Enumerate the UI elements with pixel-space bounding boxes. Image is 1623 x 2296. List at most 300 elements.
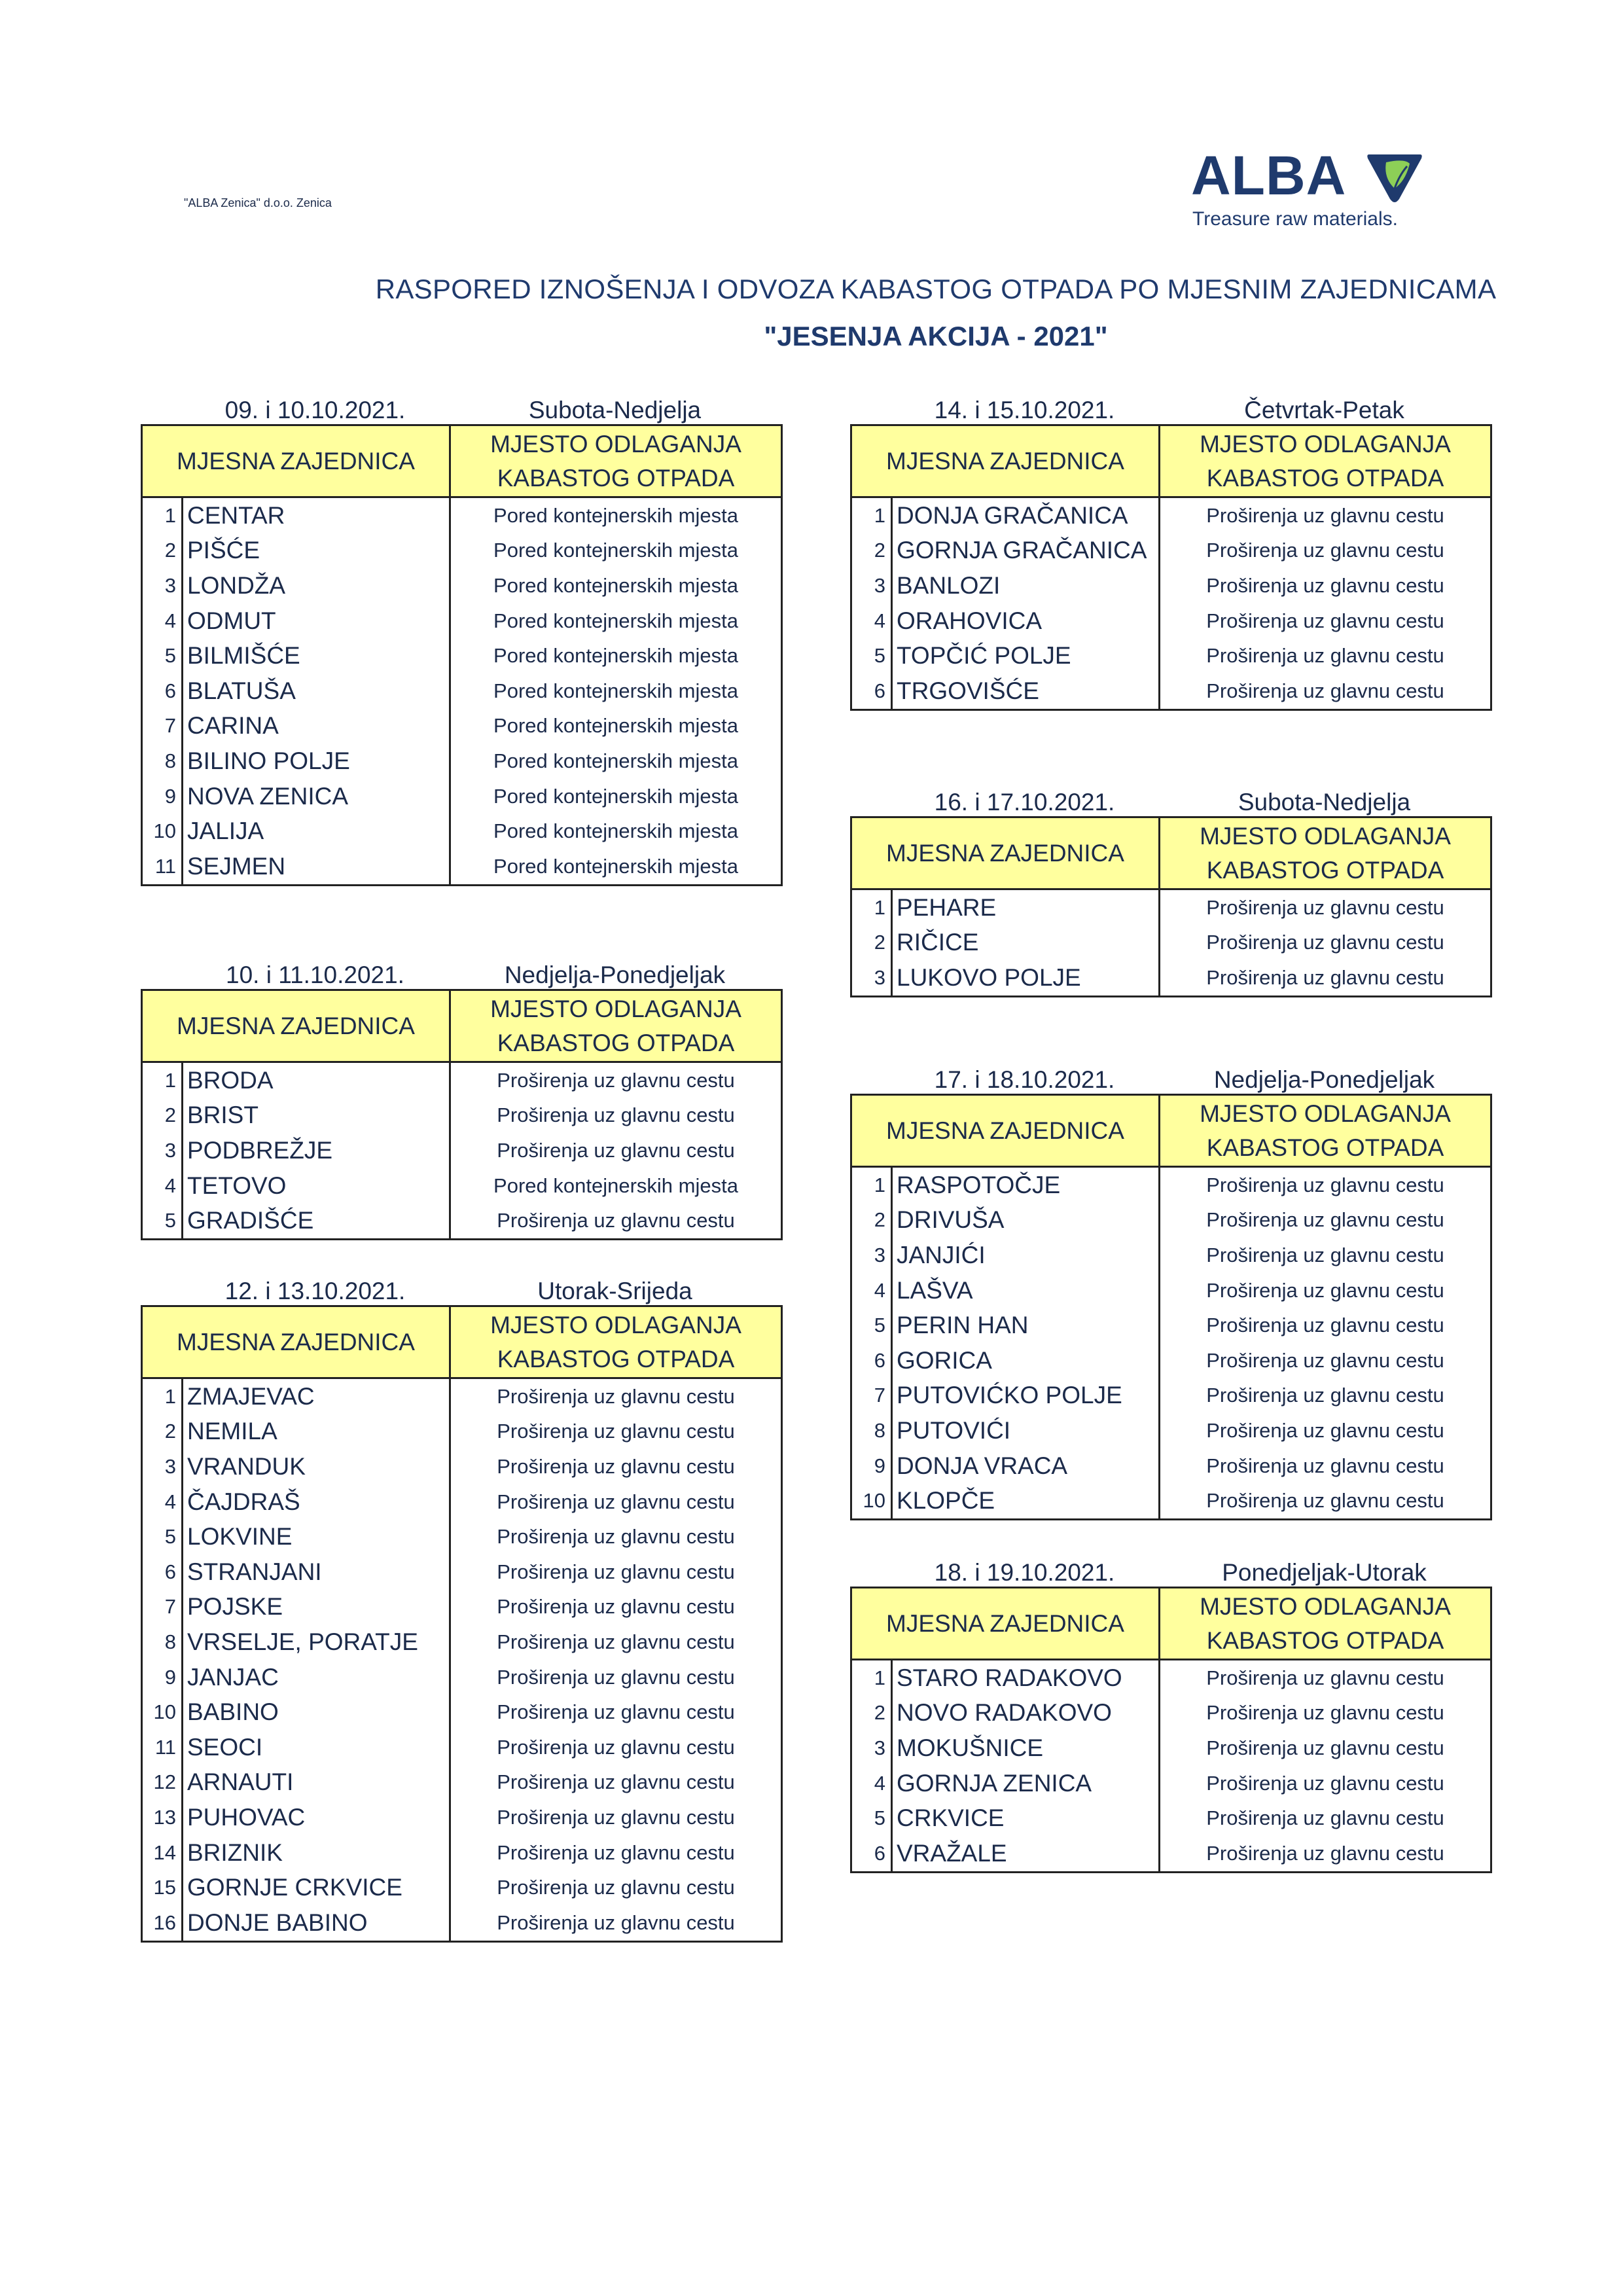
table-body bbox=[142, 497, 782, 886]
community-name: VRAŽALE bbox=[892, 1836, 1160, 1872]
disposal-location: Proširenja uz glavnu cestu bbox=[1160, 889, 1491, 925]
table-body bbox=[851, 1660, 1491, 1873]
disposal-location: Proširenja uz glavnu cestu bbox=[450, 1519, 782, 1554]
row-number: 6 bbox=[142, 673, 183, 709]
community-name: TOPČIĆ POLJE bbox=[897, 642, 1071, 670]
header-location-line1: MJESTO ODLAGANJA bbox=[1200, 430, 1451, 457]
row-number: 3 bbox=[851, 1238, 892, 1273]
row-number: 4 bbox=[142, 1484, 183, 1520]
block-days: Četvrtak-Petak bbox=[1244, 397, 1404, 423]
disposal-location: Proširenja uz glavnu cestu bbox=[450, 1062, 782, 1098]
disposal-location: Proširenja uz glavnu cestu bbox=[1160, 673, 1491, 709]
disposal-location: Proširenja uz glavnu cestu bbox=[450, 1905, 782, 1941]
block-date: 16. i 17.10.2021. bbox=[934, 789, 1115, 816]
community-name: PUTOVIĆKO POLJE bbox=[897, 1382, 1122, 1409]
community-name: TRGOVIŠĆE bbox=[892, 673, 1160, 709]
disposal-location: Proširenja uz glavnu cestu bbox=[1160, 1343, 1491, 1378]
disposal-location: Pored kontejnerskih mjesta bbox=[450, 638, 782, 673]
table-row bbox=[851, 1483, 1491, 1519]
row-number: 3 bbox=[142, 1133, 183, 1168]
header-location bbox=[1160, 1095, 1491, 1167]
community-name: CRKVICE bbox=[897, 1804, 1005, 1832]
row-number: 7 bbox=[142, 1590, 183, 1625]
block-date: 12. i 13.10.2021. bbox=[224, 1278, 406, 1304]
row-number: 5 bbox=[851, 1308, 892, 1343]
header-location bbox=[450, 990, 782, 1062]
row-number: 11 bbox=[142, 1730, 183, 1765]
community-name: PERIN HAN bbox=[897, 1312, 1029, 1339]
community-name: GORNJE CRKVICE bbox=[187, 1874, 402, 1901]
disposal-location: Proširenja uz glavnu cestu bbox=[1160, 603, 1491, 639]
row-number: 6 bbox=[142, 1554, 183, 1590]
header-location-line2: KABASTOG OTPADA bbox=[497, 1029, 735, 1056]
block-header bbox=[141, 1274, 781, 1305]
header-community: MJESNA ZAJEDNICA bbox=[851, 425, 1160, 497]
disposal-location: Proširenja uz glavnu cestu bbox=[450, 1870, 782, 1905]
row-number: 5 bbox=[142, 638, 183, 673]
page-title: RASPORED IZNOŠENJA I ODVOZA KABASTOG OTPADA PO MJESNIM ZAJEDNICAMA bbox=[375, 274, 1497, 304]
table-row bbox=[142, 1800, 782, 1835]
table-header-row bbox=[851, 1588, 1491, 1660]
table-row bbox=[142, 1554, 782, 1590]
row-number: 13 bbox=[142, 1800, 183, 1835]
header-location-line2: KABASTOG OTPADA bbox=[1206, 1134, 1444, 1161]
disposal-location: Proširenja uz glavnu cestu bbox=[1160, 1696, 1491, 1731]
table-row bbox=[851, 568, 1491, 603]
header-community: MJESNA ZAJEDNICA bbox=[851, 817, 1160, 889]
community-name: BRODA bbox=[187, 1066, 274, 1094]
table-row bbox=[142, 673, 782, 709]
row-number: 2 bbox=[142, 533, 183, 569]
row-number: 14 bbox=[142, 1835, 183, 1871]
table-row bbox=[851, 1343, 1491, 1378]
table-header-row bbox=[851, 817, 1491, 889]
community-name: POJSKE bbox=[187, 1593, 283, 1621]
disposal-location: Proširenja uz glavnu cestu bbox=[1160, 1801, 1491, 1836]
community-name: BILINO POLJE bbox=[187, 747, 350, 774]
community-name: LONDŽA bbox=[187, 571, 286, 599]
table-row bbox=[142, 533, 782, 569]
schedule-block bbox=[850, 785, 1490, 997]
disposal-location: Proširenja uz glavnu cestu bbox=[1160, 1660, 1491, 1696]
table-row bbox=[142, 1765, 782, 1801]
block-header bbox=[850, 393, 1490, 424]
community-name: BANLOZI bbox=[897, 571, 1001, 599]
schedule-block bbox=[850, 393, 1490, 711]
block-date: 10. i 11.10.2021. bbox=[226, 961, 404, 988]
table-row bbox=[851, 1308, 1491, 1343]
disposal-location: Proširenja uz glavnu cestu bbox=[450, 1730, 782, 1765]
disposal-location: Pored kontejnerskih mjesta bbox=[450, 849, 782, 885]
row-number: 4 bbox=[851, 1766, 892, 1801]
community-name: ODMUT bbox=[187, 607, 276, 634]
header-location bbox=[450, 425, 782, 497]
block-days: Ponedjeljak-Utorak bbox=[1222, 1559, 1427, 1586]
header-location-line2: KABASTOG OTPADA bbox=[1206, 856, 1444, 884]
logo-tagline: Treasure raw materials. bbox=[1192, 208, 1398, 230]
block-date: 09. i 10.10.2021. bbox=[224, 397, 406, 423]
table-row bbox=[142, 603, 782, 639]
row-number: 1 bbox=[851, 497, 892, 533]
row-number: 3 bbox=[851, 960, 892, 996]
disposal-location: Pored kontejnerskih mjesta bbox=[450, 709, 782, 744]
schedule-table bbox=[850, 1587, 1492, 1873]
disposal-location: Proširenja uz glavnu cestu bbox=[1160, 1203, 1491, 1238]
table-row bbox=[851, 1238, 1491, 1273]
row-number: 1 bbox=[142, 1378, 183, 1414]
community-name: RASPOTOČJE bbox=[897, 1171, 1061, 1198]
community-name: DONJA GRAČANICA bbox=[897, 501, 1128, 529]
block-date: 18. i 19.10.2021. bbox=[934, 1559, 1115, 1586]
disposal-location: Pored kontejnerskih mjesta bbox=[450, 673, 782, 709]
community-name: PEHARE bbox=[897, 893, 997, 921]
table-row bbox=[142, 779, 782, 814]
disposal-location: Proširenja uz glavnu cestu bbox=[450, 1449, 782, 1484]
row-number: 7 bbox=[851, 1378, 892, 1414]
row-number: 3 bbox=[851, 568, 892, 603]
block-header bbox=[850, 785, 1490, 816]
community-name: JALIJA bbox=[187, 817, 264, 845]
block-header bbox=[141, 958, 781, 989]
community-name: DONJA VRACA bbox=[897, 1452, 1068, 1479]
table-row bbox=[142, 744, 782, 779]
community-name: BRIST bbox=[187, 1102, 259, 1129]
disposal-location: Proširenja uz glavnu cestu bbox=[1160, 1273, 1491, 1308]
disposal-location: Pored kontejnerskih mjesta bbox=[450, 603, 782, 639]
row-number: 6 bbox=[851, 1836, 892, 1872]
community-name: ARNAUTI bbox=[187, 1768, 294, 1796]
disposal-location: Proširenja uz glavnu cestu bbox=[1160, 1483, 1491, 1519]
header-location bbox=[1160, 425, 1491, 497]
table-row bbox=[142, 1590, 782, 1625]
header-community: MJESNA ZAJEDNICA bbox=[142, 425, 450, 497]
disposal-location: Proširenja uz glavnu cestu bbox=[450, 1414, 782, 1450]
table-row bbox=[142, 1414, 782, 1450]
community-name: ČAJDRAŠ bbox=[187, 1488, 300, 1515]
row-number: 10 bbox=[142, 814, 183, 849]
community-name: DONJE BABINO bbox=[183, 1905, 450, 1941]
row-number: 8 bbox=[142, 1624, 183, 1660]
row-number: 2 bbox=[142, 1414, 183, 1450]
disposal-location: Pored kontejnerskih mjesta bbox=[450, 744, 782, 779]
header-community: MJESNA ZAJEDNICA bbox=[142, 990, 450, 1062]
row-number: 4 bbox=[851, 603, 892, 639]
row-number: 4 bbox=[142, 1168, 183, 1204]
table-row bbox=[851, 533, 1491, 569]
schedule-block bbox=[141, 393, 781, 886]
disposal-location: Pored kontejnerskih mjesta bbox=[450, 1168, 782, 1204]
disposal-location: Proširenja uz glavnu cestu bbox=[1160, 497, 1491, 533]
row-number: 9 bbox=[142, 1660, 183, 1695]
community-name: PIŠĆE bbox=[187, 537, 260, 564]
block-header bbox=[141, 393, 781, 424]
table-row bbox=[142, 1203, 782, 1239]
community-name: VRANDUK bbox=[187, 1452, 306, 1480]
row-number: 1 bbox=[851, 1660, 892, 1696]
header-location-line2: KABASTOG OTPADA bbox=[1206, 1626, 1444, 1654]
header-location-line1: MJESTO ODLAGANJA bbox=[490, 1311, 741, 1338]
community-name: NOVA ZENICA bbox=[187, 782, 349, 810]
community-name: DRIVUŠA bbox=[897, 1206, 1005, 1234]
header-community: MJESNA ZAJEDNICA bbox=[851, 1588, 1160, 1660]
table-row bbox=[142, 1519, 782, 1554]
community-name: LUKOVO POLJE bbox=[892, 960, 1160, 996]
row-number: 2 bbox=[851, 925, 892, 961]
row-number: 5 bbox=[142, 1203, 183, 1239]
row-number: 6 bbox=[851, 1343, 892, 1378]
table-body bbox=[142, 1378, 782, 1942]
block-days: Subota-Nedjelja bbox=[528, 397, 702, 423]
header-location-line1: MJESTO ODLAGANJA bbox=[490, 430, 741, 457]
table-row bbox=[851, 1836, 1491, 1872]
disposal-location: Proširenja uz glavnu cestu bbox=[1160, 1448, 1491, 1484]
row-number: 12 bbox=[142, 1765, 183, 1801]
community-name: JANJAC bbox=[187, 1663, 279, 1691]
community-name: BABINO bbox=[187, 1698, 279, 1726]
disposal-location: Proširenja uz glavnu cestu bbox=[450, 1554, 782, 1590]
block-header bbox=[850, 1062, 1490, 1094]
schedule-block bbox=[141, 1274, 781, 1943]
community-name: LOKVINE bbox=[187, 1523, 293, 1551]
table-row bbox=[142, 497, 782, 533]
table-row bbox=[851, 497, 1491, 533]
header-location-line1: MJESTO ODLAGANJA bbox=[490, 995, 741, 1022]
disposal-location: Proširenja uz glavnu cestu bbox=[450, 1765, 782, 1801]
community-name: SEJMEN bbox=[183, 849, 450, 885]
community-name: GORNJA GRAČANICA bbox=[897, 537, 1147, 564]
table-row bbox=[142, 1133, 782, 1168]
table-row bbox=[851, 1167, 1491, 1203]
community-name: PUTOVIĆI bbox=[897, 1416, 1011, 1444]
row-number: 1 bbox=[851, 889, 892, 925]
table-body bbox=[851, 497, 1491, 710]
community-name: GRADIŠĆE bbox=[183, 1203, 450, 1239]
table-row bbox=[142, 1870, 782, 1905]
disposal-location: Proširenja uz glavnu cestu bbox=[1160, 1308, 1491, 1343]
table-row bbox=[142, 1730, 782, 1765]
disposal-location: Proširenja uz glavnu cestu bbox=[450, 1484, 782, 1520]
header-location-line2: KABASTOG OTPADA bbox=[497, 1345, 735, 1372]
header-location-line1: MJESTO ODLAGANJA bbox=[1200, 1100, 1451, 1127]
community-name: VRSELJE, PORATJE bbox=[187, 1628, 418, 1655]
page-subtitle: "JESENJA AKCIJA - 2021" bbox=[764, 321, 1108, 351]
table-row bbox=[142, 814, 782, 849]
schedule-table bbox=[850, 816, 1492, 997]
table-row bbox=[851, 1660, 1491, 1696]
disposal-location: Proširenja uz glavnu cestu bbox=[450, 1378, 782, 1414]
row-number: 9 bbox=[142, 779, 183, 814]
schedule-block bbox=[141, 958, 781, 1240]
disposal-location: Proširenja uz glavnu cestu bbox=[1160, 1238, 1491, 1273]
community-name: BRIZNIK bbox=[187, 1839, 283, 1866]
disposal-location: Proširenja uz glavnu cestu bbox=[450, 1800, 782, 1835]
table-row bbox=[851, 1378, 1491, 1414]
table-header-row bbox=[142, 1306, 782, 1378]
alba-logo bbox=[1191, 145, 1427, 233]
table-row bbox=[851, 603, 1491, 639]
row-number: 2 bbox=[851, 1696, 892, 1731]
disposal-location: Pored kontejnerskih mjesta bbox=[450, 814, 782, 849]
schedule-table bbox=[141, 424, 783, 886]
table-header-row bbox=[142, 990, 782, 1062]
header-location bbox=[1160, 817, 1491, 889]
table-row bbox=[142, 1905, 782, 1941]
block-days: Nedjelja-Ponedjeljak bbox=[1213, 1066, 1435, 1093]
table-row bbox=[142, 849, 782, 885]
table-header-row bbox=[851, 1095, 1491, 1167]
community-name: ZMAJEVAC bbox=[187, 1382, 315, 1410]
row-number: 4 bbox=[142, 603, 183, 639]
block-date: 14. i 15.10.2021. bbox=[934, 397, 1115, 423]
table-row bbox=[851, 638, 1491, 673]
table-body bbox=[851, 1167, 1491, 1520]
row-number: 3 bbox=[142, 1449, 183, 1484]
table-header-row bbox=[142, 425, 782, 497]
table-row bbox=[142, 709, 782, 744]
row-number: 1 bbox=[851, 1167, 892, 1203]
row-number: 2 bbox=[851, 533, 892, 569]
disposal-location: Proširenja uz glavnu cestu bbox=[1160, 960, 1491, 996]
block-days: Subota-Nedjelja bbox=[1238, 789, 1411, 816]
table-row bbox=[851, 673, 1491, 709]
community-name: RIČICE bbox=[897, 929, 979, 956]
table-row bbox=[851, 1731, 1491, 1766]
table-row bbox=[142, 568, 782, 603]
table-row bbox=[142, 1660, 782, 1695]
disposal-location: Pored kontejnerskih mjesta bbox=[450, 533, 782, 569]
header-location-line1: MJESTO ODLAGANJA bbox=[1200, 822, 1451, 850]
table-row bbox=[851, 1203, 1491, 1238]
table-row bbox=[851, 1448, 1491, 1484]
community-name: JANJIĆI bbox=[897, 1241, 986, 1268]
table-body bbox=[851, 889, 1491, 997]
header-location bbox=[450, 1306, 782, 1378]
disposal-location: Pored kontejnerskih mjesta bbox=[450, 497, 782, 533]
disposal-location: Pored kontejnerskih mjesta bbox=[450, 568, 782, 603]
row-number: 10 bbox=[142, 1695, 183, 1730]
disposal-location: Proširenja uz glavnu cestu bbox=[450, 1590, 782, 1625]
disposal-location: Proširenja uz glavnu cestu bbox=[1160, 1413, 1491, 1448]
row-number: 7 bbox=[142, 709, 183, 744]
disposal-location: Proširenja uz glavnu cestu bbox=[1160, 1731, 1491, 1766]
community-name: TETOVO bbox=[187, 1172, 287, 1199]
row-number: 8 bbox=[851, 1413, 892, 1448]
community-name: KLOPČE bbox=[892, 1483, 1160, 1519]
community-name: NOVO RADAKOVO bbox=[897, 1699, 1112, 1727]
header-location bbox=[1160, 1588, 1491, 1660]
disposal-location: Proširenja uz glavnu cestu bbox=[1160, 1167, 1491, 1203]
disposal-location: Proširenja uz glavnu cestu bbox=[1160, 1766, 1491, 1801]
disposal-location: Proširenja uz glavnu cestu bbox=[450, 1203, 782, 1239]
community-name: CENTAR bbox=[187, 501, 285, 529]
disposal-location: Proširenja uz glavnu cestu bbox=[1160, 925, 1491, 961]
table-row bbox=[142, 1098, 782, 1134]
disposal-location: Proširenja uz glavnu cestu bbox=[450, 1835, 782, 1871]
schedule-block bbox=[850, 1555, 1490, 1873]
row-number: 6 bbox=[851, 673, 892, 709]
disposal-location: Proširenja uz glavnu cestu bbox=[1160, 1378, 1491, 1414]
row-number: 1 bbox=[142, 497, 183, 533]
row-number: 1 bbox=[142, 1062, 183, 1098]
schedule-table bbox=[850, 424, 1492, 711]
disposal-location: Proširenja uz glavnu cestu bbox=[450, 1098, 782, 1134]
disposal-location: Proširenja uz glavnu cestu bbox=[450, 1133, 782, 1168]
block-days: Nedjelja-Ponedjeljak bbox=[504, 961, 726, 988]
community-name: SEOCI bbox=[187, 1733, 263, 1761]
row-number: 3 bbox=[851, 1731, 892, 1766]
community-name: CARINA bbox=[187, 712, 279, 740]
community-name: GORICA bbox=[897, 1346, 992, 1374]
table-row bbox=[142, 1484, 782, 1520]
header-location-line2: KABASTOG OTPADA bbox=[497, 464, 735, 492]
community-name: STRANJANI bbox=[187, 1558, 322, 1585]
row-number: 2 bbox=[142, 1098, 183, 1134]
header-community: MJESNA ZAJEDNICA bbox=[142, 1306, 450, 1378]
row-number: 4 bbox=[851, 1273, 892, 1308]
row-number: 5 bbox=[142, 1519, 183, 1554]
community-name: PUHOVAC bbox=[187, 1803, 306, 1831]
community-name: NEMILA bbox=[187, 1418, 277, 1445]
disposal-location: Proširenja uz glavnu cestu bbox=[1160, 533, 1491, 569]
row-number: 11 bbox=[142, 849, 183, 885]
table-row bbox=[142, 1695, 782, 1730]
community-name: MOKUŠNICE bbox=[897, 1734, 1044, 1761]
table-body bbox=[142, 1062, 782, 1240]
block-days: Utorak-Srijeda bbox=[537, 1278, 692, 1304]
community-name: STARO RADAKOVO bbox=[897, 1664, 1122, 1691]
table-row bbox=[142, 1449, 782, 1484]
block-date: 17. i 18.10.2021. bbox=[934, 1066, 1115, 1093]
schedule-table bbox=[850, 1094, 1492, 1520]
row-number: 10 bbox=[851, 1483, 892, 1519]
disposal-location: Proširenja uz glavnu cestu bbox=[1160, 1836, 1491, 1872]
table-row bbox=[142, 1168, 782, 1204]
disposal-location: Proširenja uz glavnu cestu bbox=[450, 1624, 782, 1660]
table-row bbox=[142, 1378, 782, 1414]
disposal-location: Pored kontejnerskih mjesta bbox=[450, 779, 782, 814]
community-name: BLATUŠA bbox=[187, 677, 296, 704]
table-row bbox=[851, 1413, 1491, 1448]
disposal-location: Proširenja uz glavnu cestu bbox=[1160, 638, 1491, 673]
table-row bbox=[851, 960, 1491, 996]
schedule-block bbox=[850, 1062, 1490, 1520]
row-number: 16 bbox=[142, 1905, 183, 1941]
community-name: PODBREŽJE bbox=[187, 1136, 333, 1164]
header-location-line1: MJESTO ODLAGANJA bbox=[1200, 1592, 1451, 1620]
row-number: 8 bbox=[142, 744, 183, 779]
table-row bbox=[142, 1624, 782, 1660]
community-name: BILMIŠĆE bbox=[187, 642, 300, 670]
table-row bbox=[851, 925, 1491, 961]
header-location-line2: KABASTOG OTPADA bbox=[1206, 464, 1444, 492]
schedule-table bbox=[141, 989, 783, 1240]
company-name: "ALBA Zenica" d.o.o. Zenica bbox=[184, 196, 332, 209]
table-row bbox=[851, 1766, 1491, 1801]
block-header bbox=[850, 1555, 1490, 1587]
table-header-row bbox=[851, 425, 1491, 497]
community-name: ORAHOVICA bbox=[897, 607, 1043, 634]
row-number: 15 bbox=[142, 1870, 183, 1905]
table-row bbox=[851, 889, 1491, 925]
table-row bbox=[142, 1062, 782, 1098]
disposal-location: Proširenja uz glavnu cestu bbox=[450, 1695, 782, 1730]
row-number: 3 bbox=[142, 568, 183, 603]
schedule-table bbox=[141, 1305, 783, 1943]
table-row bbox=[851, 1696, 1491, 1731]
table-row bbox=[142, 638, 782, 673]
table-row bbox=[851, 1801, 1491, 1836]
row-number: 9 bbox=[851, 1448, 892, 1484]
